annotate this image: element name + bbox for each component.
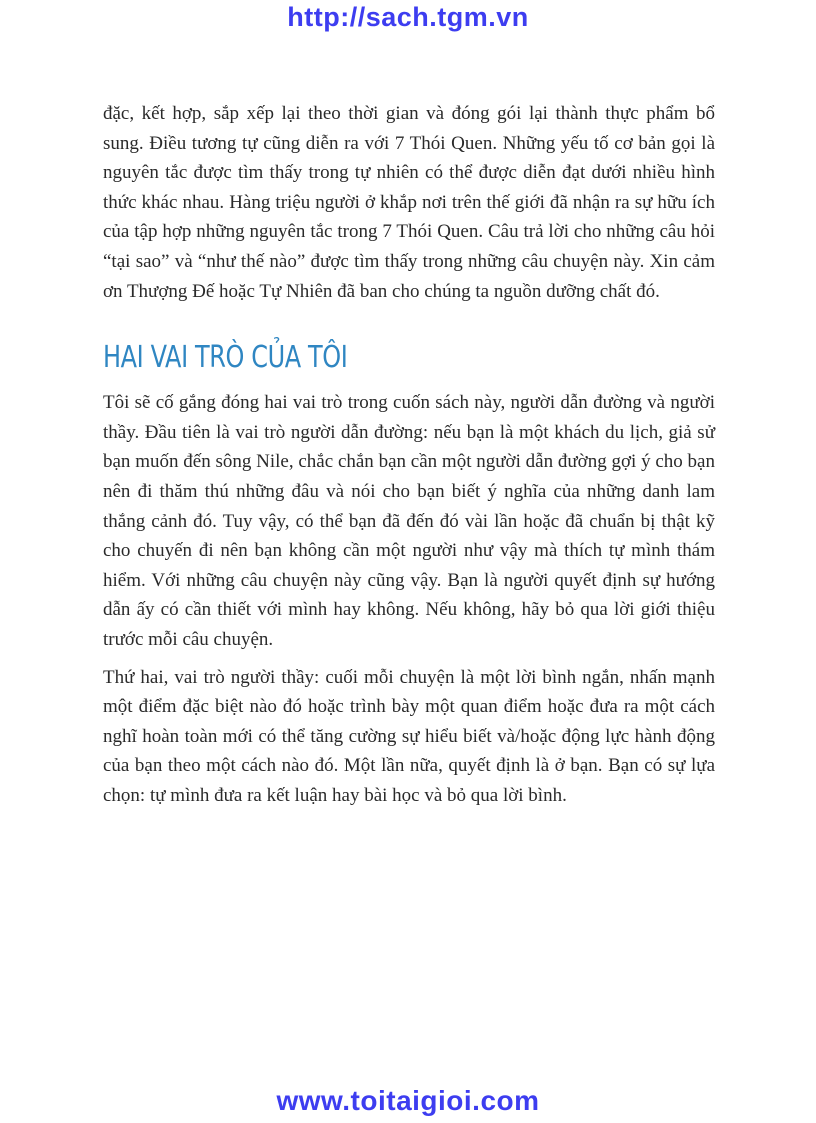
header-watermark-link[interactable]: http://sach.tgm.vn (287, 2, 529, 32)
body-paragraph-3: Thứ hai, vai trò người thầy: cuối mỗi chuyện là một lời bình ngắn, nhấn mạnh một điểm đặc biệt nào đó hoặc trình bày một quan điểm hoặc đưa ra một cách nghĩ hoàn toàn mới có thể tăng cường sự hiểu biết và/hoặc động lực hành động của bạn theo một cách nào đó. Một lần nữa, quyết định là ở bạn. Bạn có sự lựa chọn: tự mình đưa ra kết luận hay bài học và bỏ qua lời bình. (103, 666, 715, 806)
section-heading: HAI VAI TRÒ CỦA TÔI (103, 340, 348, 376)
footer-watermark-link[interactable]: www.toitaigioi.com (276, 1085, 540, 1116)
page-body (103, 99, 715, 818)
body-paragraph-2: Tôi sẽ cố gắng đóng hai vai trò trong cuốn sách này, người dẫn đường và người thầy. Đầu tiên là vai trò người dẫn đường: nếu bạn là một khách du lịch, giả sử bạn muốn đến sông Nile, chắc chắn bạn cần một người dẫn đường gợi ý cho bạn nên đi thăm thú những đâu và nói cho bạn biết ý nghĩa của những danh lam thắng cảnh đó. Tuy vậy, có thể bạn đã đến đó vài lần hoặc đã chuẩn bị thật kỹ cho chuyến đi nên bạn không cần một người như vậy mà thích tự mình thám hiểm. Với những câu chuyện này cũng vậy. Bạn là người quyết định sự hướng dẫn ấy có cần thiết với mình hay không. Nếu không, hãy bỏ qua lời giới thiệu trước mỗi câu chuyện. (103, 392, 715, 650)
body-paragraph-1: đặc, kết hợp, sắp xếp lại theo thời gian và đóng gói lại thành thực phẩm bổ sung. Điều tương tự cũng diễn ra với 7 Thói Quen. Những yếu tố cơ bản gọi là nguyên tắc được tìm thấy trong tự nhiên có thể được diễn đạt dưới nhiều hình thức khác nhau. Hàng triệu người ở khắp nơi trên thế giới đã nhận ra sự hữu ích của tập hợp những nguyên tắc trong 7 Thói Quen. Câu trả lời cho những câu hỏi “tại sao” và “như thế nào” được tìm thấy trong những câu chuyện này. Xin cảm ơn Thượng Đế hoặc Tự Nhiên đã ban cho chúng ta nguồn dưỡng chất đó. (103, 103, 715, 302)
